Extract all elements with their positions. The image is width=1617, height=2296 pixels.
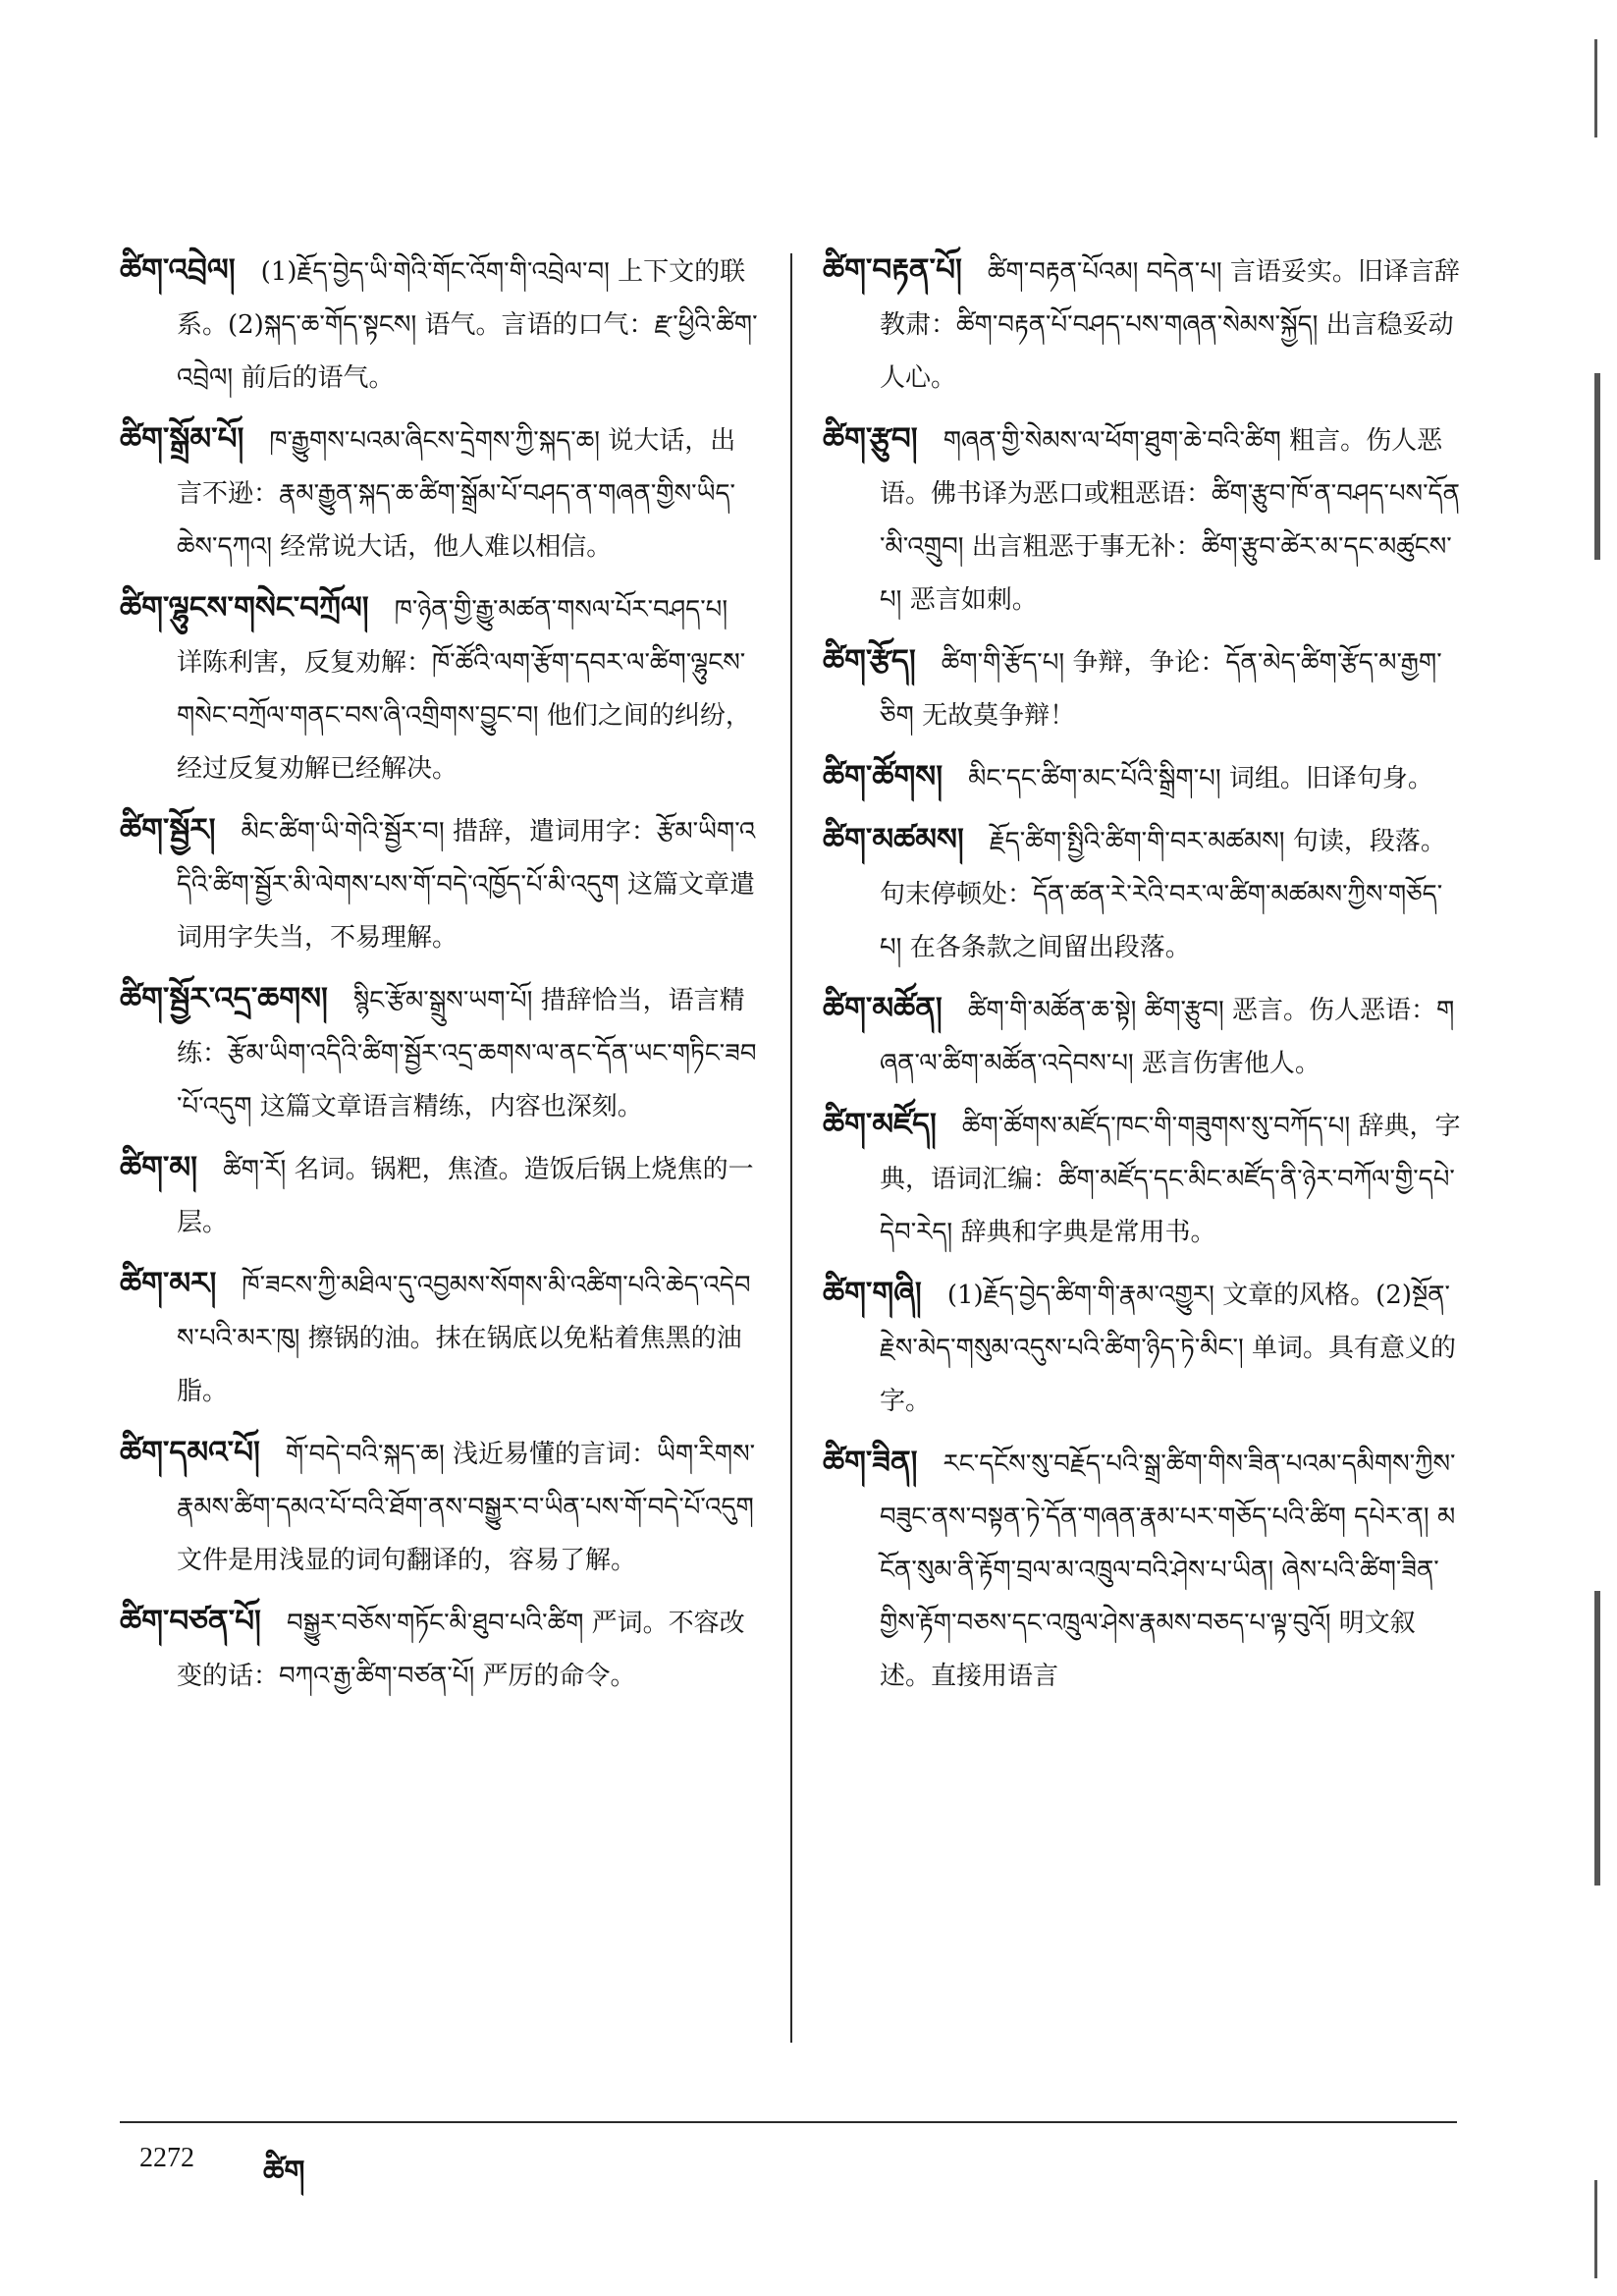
entry-definition: བསྒྱུར་བཅོས་གཏོང་མི་ཐུབ་པའི་ཚིག 严词。不容改变的话：བཀའ་རྒྱ་ཚིག་བཙན་པོ། 严厉的命令。: [177, 1609, 745, 1691]
dictionary-entry: [120, 581, 758, 795]
entry-definition: ཚིག་ཚོགས་མཛོད་ཁང་གི་གཟུགས་སུ་བཀོད་པ། 辞典，字典，语词汇编：ཚིག་མཛོད་དང་མིང་མཛོད་ནི་ཉེར་བཀོལ་གྱི་དཔེ་དེབ་རེད། 辞典和字典是常用书。: [880, 1112, 1461, 1247]
entry-definition: ཚིག་གི་མཚོན་ཆ་སྟེ། ཚིག་རྩུབ། 恶言。伤人恶语：གཞན་ལ་ཚིག་མཚོན་འདེབས་པ། 恶言伤害他人。: [880, 996, 1455, 1078]
dictionary-entry: [120, 1595, 758, 1703]
entry-headword: ཚིག་གཞི།: [823, 1276, 922, 1311]
dictionary-entry: [823, 750, 1461, 805]
dictionary-entry: [120, 244, 758, 405]
right-column: [823, 244, 1461, 1711]
entry-definition: གཞན་གྱི་སེམས་ལ་ཕོག་ཐུག་ཆེ་བའི་ཚིག 粗言。伤人恶语。佛书译为恶口或粗恶语：ཚིག་རྩུབ་ཁོ་ན་བཤད་པས་དོན་མི་འགྲུབ། 出言粗恶于事无补：ཚིག་རྩུབ་ཚེར་མ་དང་མཚུངས་པ། 恶言如刺。: [880, 426, 1460, 615]
running-head: ཚིག: [263, 2155, 305, 2189]
dictionary-entry: [823, 412, 1461, 627]
entry-headword: ཚིག་མཚོན།: [823, 991, 943, 1026]
entry-headword: ཚིག་ཚོགས།: [823, 759, 943, 794]
entry-headword: ཚིག་འབྲེལ།: [120, 252, 236, 288]
entry-definition: སྙིང་རྩོམ་སྒྲུས་ཡག་པོ། 措辞恰当，语言精练：རྩོམ་ཡིག་འདིའི་ཚིག་སྦྱོར་འདྲ་ཆགས་ལ་ནང་དོན་ཡང་གཏིང་ཟབ་པོ་འདུག 这篇文章语言精练，内容也深刻。: [177, 986, 757, 1121]
dictionary-entry: [120, 1426, 758, 1587]
entry-definition: (1)རྗོད་བྱེད་ཚིག་གི་རྣམ་འགྱུར། 文章的风格。(2)སྔོན་རྗེས་མེད་གསུམ་འདུས་པའི་ཚིག་ཉིད་ཏེ་མིང་། 单词。具有意义的字。: [880, 1281, 1457, 1416]
dictionary-entry: [120, 972, 758, 1133]
entry-definition: ཁོ་ཟངས་ཀྱི་མཐིལ་དུ་འབྱམས་སོགས་མི་འཚིག་པའི་ཆེད་འདེབས་པའི་མར་ཁུ། 擦锅的油。抹在锅底以免粘着焦黑的油脂。: [177, 1271, 751, 1406]
scan-edge-mark: [1594, 1591, 1600, 1886]
dictionary-entry: [823, 1436, 1461, 1703]
entry-headword: ཚིག་ལྷུངས་གསེང་བཀྲོལ།: [120, 590, 369, 626]
entry-headword: ཚིག་སྒྲོམ་པོ།: [120, 421, 244, 457]
entry-headword: ཚིག་མ།: [120, 1150, 198, 1185]
dictionary-entry: [120, 803, 758, 964]
entry-headword: ཚིག་རྩོད།: [823, 643, 916, 679]
footer-rule: [120, 2121, 1457, 2123]
entry-definition: ཚིག་རོ། 名词。锅粑，焦渣。造饭后锅上烧焦的一层。: [177, 1155, 754, 1237]
entry-headword: ཚིག་མཚམས།: [823, 822, 964, 857]
entry-headword: ཚིག་མར།: [120, 1266, 217, 1301]
entry-headword: ཚིག་བརྟན་པོ།: [823, 252, 962, 288]
entry-headword: ཚིག་མཛོད།: [823, 1107, 937, 1142]
entry-definition: ཚིག་གི་རྩོད་པ། 争辩，争论：དོན་མེད་ཚིག་རྩོད་མ་རྒྱག་ཅིག 无故莫争辩！: [880, 648, 1442, 731]
dictionary-entry: [823, 244, 1461, 405]
entry-definition: གོ་བདེ་བའི་སྐད་ཆ། 浅近易懂的言词：ཡིག་རིགས་རྣམས་ཚིག་དམའ་པོ་བའི་ཐོག་ནས་བསྒྱུར་བ་ཡིན་པས་གོ་བདེ་པོ་འདུག 文件是用浅显的词句翻译的，容易了解。: [177, 1440, 756, 1575]
column-divider: [790, 253, 792, 2043]
left-column: [120, 244, 758, 1711]
entry-definition: མིང་ཚིག་ཡི་གེའི་སྦྱོར་བ། 措辞，遣词用字：རྩོམ་ཡིག་འདིའི་ཚིག་སྦྱོར་མི་ལེགས་པས་གོ་བདེ་འཁྱོད་པོ་མི་འདུག 这篇文章遣词用字失当，不易理解。: [177, 817, 756, 953]
entry-definition: ཚིག་བརྟན་པོའམ། བདེན་པ། 言语妥实。旧译言辞教肃：ཚིག་བརྟན་པོ་བཤད་པས་གཞན་སེམས་སྐྱོད། 出言稳妥动人心。: [880, 257, 1460, 393]
page-number: 2272: [139, 2143, 194, 2173]
entry-headword: ཚིག་བཙན་པོ།: [120, 1604, 261, 1639]
entry-definition: མིང་དང་ཚིག་མང་པོའི་སྒྲིག་པ། 词组。旧译句身。: [968, 764, 1433, 793]
scan-edge-mark: [1594, 373, 1600, 560]
entry-definition: ཁ་རྒྱུགས་པའམ་ཞིངས་དྲེགས་ཀྱི་སྐད་ཆ། 说大话，出言不逊：རྣམ་རྒྱུན་སྐད་ཆ་ཚིག་སྒྲོམ་པོ་བཤད་ན་གཞན་གྱིས་ཡིད་ཆེས་དཀའ། 经常说大话，他人难以相信。: [177, 426, 736, 562]
entry-definition: (1)རྗོད་བྱེད་ཡི་གེའི་གོང་འོག་གི་འབྲེལ་བ། 上下文的联系。(2)སྐད་ཆ་གོད་སྟངས། 语气。言语的口气：རྫ་ཕྱིའི་ཚིག་འབྲེལ། 前后的语气。: [177, 257, 758, 393]
entry-definition: རྗོད་ཚིག་སྤྱིའི་ཚིག་གི་བར་མཚམས། 句读，段落。句末停顿处：དོན་ཚན་རེ་རེའི་བར་ལ་ཚིག་མཚམས་ཀྱིས་གཅོད་པ། 在各条款之间留出段落。: [880, 827, 1446, 962]
dictionary-entry: [823, 1267, 1461, 1428]
entry-definition: རང་དངོས་སུ་བརྗོད་པའི་སྒྲ་ཚིག་གིས་ཟིན་པའམ་དམིགས་ཀྱིས་བཟུང་ནས་བསྟན་ཏེ་དོན་གཞན་རྣམ་པར་གཅོད་པའི་ཚིག དཔེར་ན། མངོན་སུམ་ནི་རྟོག་བྲལ་མ་འཁྲུལ་བའི་ཤེས་པ་ཡིན། ཞེས་པའི་ཚིག་ཟིན་གྱིས་རྟོག་བཅས་དང་འཁྲུལ་ཤེས་རྣམས་བཅད་པ་ལྟ་བུའོ། 明文叙述。直接用语言: [880, 1449, 1456, 1691]
scan-edge-mark: [1594, 2180, 1597, 2278]
dictionary-entry: [823, 813, 1461, 974]
entry-headword: ཚིག་རྩུབ།: [823, 421, 918, 457]
entry-headword: ཚིག་སྦྱོར་འདྲ་ཆགས།: [120, 981, 328, 1016]
scan-edge-mark: [1594, 39, 1597, 137]
dictionary-entry: [120, 1141, 758, 1249]
dictionary-entry: [823, 982, 1461, 1090]
dictionary-entry: [120, 412, 758, 574]
dictionary-entry: [120, 1257, 758, 1418]
dictionary-entry: [823, 1098, 1461, 1259]
entry-headword: ཚིག་སྦྱོར།: [120, 812, 216, 847]
dictionary-entry: [823, 634, 1461, 742]
entry-headword: ཚིག་དམའ་པོ།: [120, 1435, 260, 1470]
entry-headword: ཚིག་ཟིན།: [823, 1445, 918, 1480]
entry-definition: ཁ་ཉེན་གྱི་རྒྱུ་མཚན་གསལ་པོར་བཤད་པ། 详陈利害，反复劝解：ཁོ་ཚོའི་ལག་རྩོག་དབར་ལ་ཚིག་ལྷུངས་གསེང་བཀྲོལ་གནང་བས་ཞི་འགྲིགས་བྱུང་བ། 他们之间的纠纷，经过反复劝解已经解决。: [177, 595, 751, 784]
